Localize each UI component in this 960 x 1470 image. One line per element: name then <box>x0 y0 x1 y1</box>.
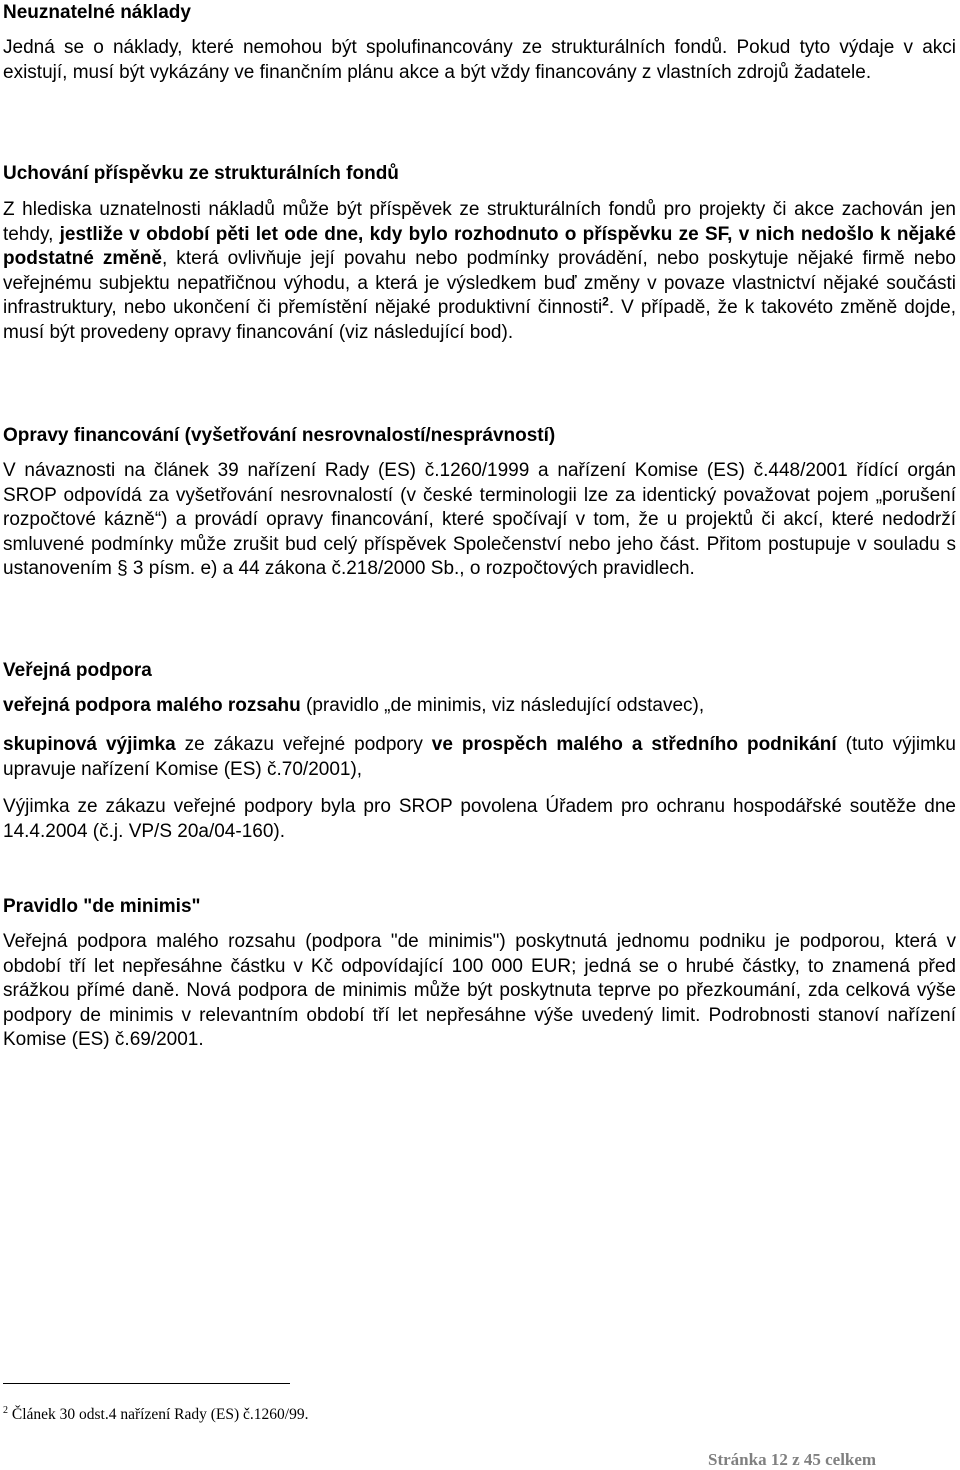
footnote-separator <box>3 1383 290 1384</box>
section-title-uchovani: Uchování příspěvku ze strukturálních fondů <box>3 163 399 184</box>
paragraph-de-minimis-item: veřejná podpora malého rozsahu (pravidlo „de minimis, viz následující odstavec), <box>3 695 705 716</box>
footnote-ref: 2 <box>602 295 609 310</box>
section-title-opravy: Opravy financování (vyšetřování nesrovnalostí/nesprávností) <box>3 425 556 446</box>
paragraph-skupinova-vyjimka: skupinová výjimka ze zákazu veřejné podpory ve prospěch malého a středního podnikání (tuto výjimku upravuje nařízení Komise (ES) č.70/2001), <box>3 734 956 780</box>
paragraph-vyjimka-srop: Výjimka ze zákazu veřejné podpory byla pro SROP povolena Úřadem pro ochranu hospodářské soutěže dne 14.4.2004 (č.j. VP/S 20a/04-160). <box>3 796 956 842</box>
paragraph-uchovani: Z hlediska uznatelnosti nákladů může být příspěvek ze strukturálních fondů pro projekty či akce zachován jen tehdy, jestliže v období pěti let ode dne, kdy bylo rozhodnuto o příspěvku ze SF, v nich nedošlo k nějaké podstatné změně, která ovlivňuje její povahu nebo podmínky provádění, nebo poskytuje nějaké firmě nebo veřejnému subjektu nepatřičnou výhodu, a která je výsledkem buď změny v povaze vlastnictví nějaké součásti infrastruktury, nebo ukončení či přemístění nějaké produktivní činnosti$^2$. V případě, že k takovéto změně dojde, musí být provedeny opravy financování (viz následující bod). <box>3 199 956 343</box>
page-number: Stránka 12 z 45 celkem <box>708 1450 877 1469</box>
section-title-neuznatelne: Neuznatelné náklady <box>3 2 191 23</box>
section-title-pravidlo-de-minimis: Pravidlo "de minimis" <box>3 896 201 917</box>
section-title-verejna-podpora: Veřejná podpora <box>3 660 152 681</box>
paragraph-pravidlo-de-minimis: Veřejná podpora malého rozsahu (podpora "de minimis") poskytnutá jednomu podniku je podporou, která v období tří let nepřesáhne částku v Kč odpovídající 100 000 EUR; jedná se o hrubé částky, to znamená před srážkou přímé daně. Nová podpora de minimis může být poskytnuta teprve po přezkoumání, zda celková výše podpory de minimis v relevantním období tří let nepřesáhne výše uvedený limit. Podrobnosti stanoví nařízení Komise (ES) č.69/2001. <box>3 931 956 1051</box>
paragraph-neuznatelne: Jedná se o náklady, které nemohou být spolufinancovány ze strukturálních fondů. Pokud tyto výdaje v akci existují, musí být vykázány ve finančním plánu akce a být vždy financovány z vlastních zdrojů žadatele. <box>3 37 956 83</box>
bold-condition: jestliže v období pěti let ode dne, kdy bylo rozhodnuto o příspěvku ze SF, v nich nedošlo k nějaké podstatné změně <box>3 223 956 270</box>
footnote: $^2$ Článek 30 odst.4 nařízení Rady (ES) č.1260/99. <box>3 1404 309 1423</box>
paragraph-opravy: V návaznosti na článek 39 nařízení Rady (ES) č.1260/1999 a nařízení Komise (ES) č.448/2001 řídící orgán SROP odpovídá za vyšetřování nesrovnalostí (v české terminologii lze za identický považovat pojem „porušení rozpočtové kázně“) a provádí opravy financování, které spočívají v tom, že u projektů či akcí, které nedodrží smluvené podmínky může zrušit bud celý příspěvek Společenství nebo jeho část. Přitom postupuje v souladu s ustanovením § 3 písm. e) a 44 zákona č.218/2000 Sb., o rozpočtových pravidlech. <box>3 460 956 580</box>
